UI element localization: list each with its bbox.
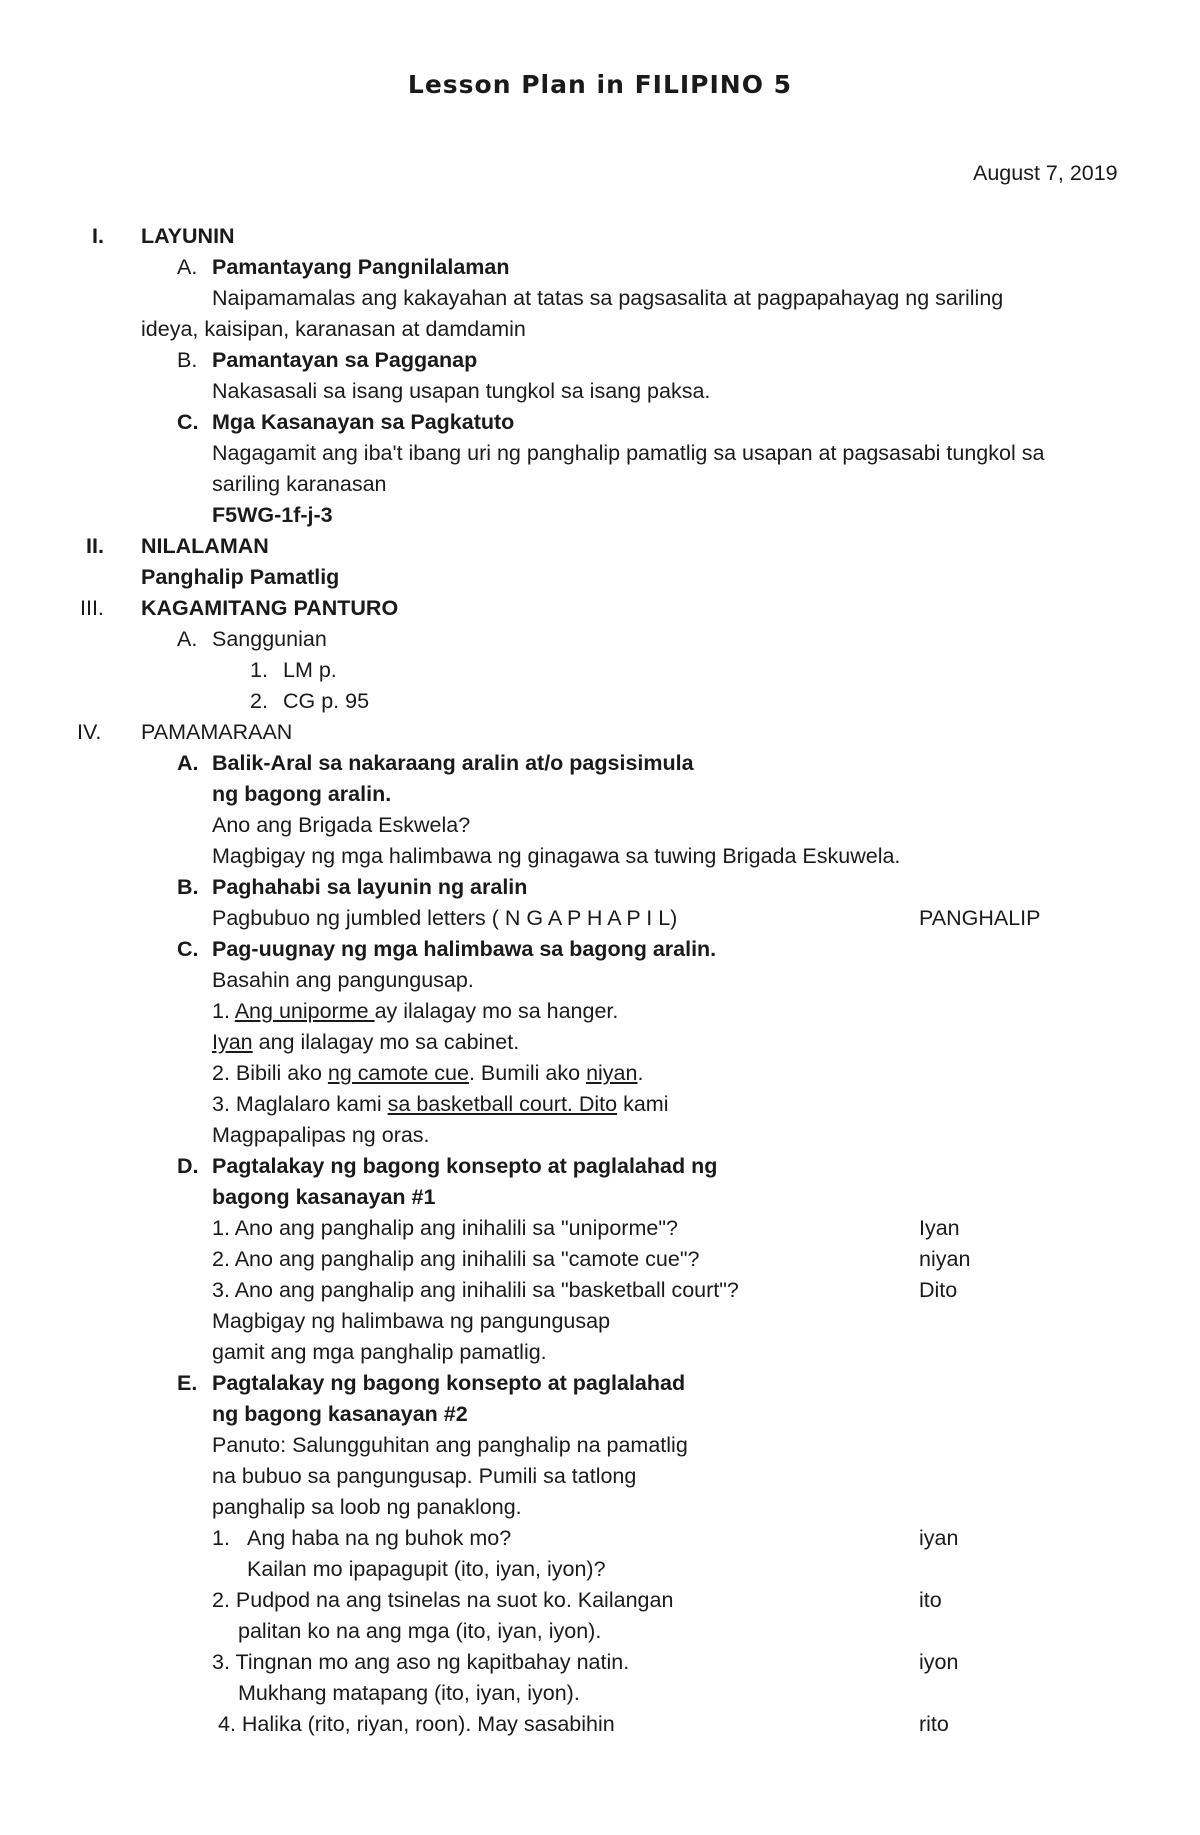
answer-text: rito (919, 1712, 949, 1736)
section-iii-heading: KAGAMITANG PANTURO (141, 596, 399, 620)
item-d-letter: D. (177, 1154, 199, 1178)
question-line: Mukhang matapang (ito, iyan, iyon). (238, 1681, 580, 1705)
kasanayan-title: Mga Kasanayan sa Pagkatuto (212, 410, 515, 434)
document-title: Lesson Plan in FILIPINO 5 (407, 70, 793, 99)
pag-uugnay-title: Pag-uugnay ng mga halimbawa sa bagong aralin. (212, 937, 717, 961)
paragraph-line: sariling karanasan (212, 472, 387, 496)
section-ii-heading: NILALAMAN (141, 534, 269, 558)
reference-item: LM p. (283, 658, 337, 682)
sentence-text: ay ilalagay mo sa hanger. (374, 999, 619, 1023)
sentence-text: 3. Maglalaro kami (212, 1092, 388, 1116)
list-number: 1. (212, 1526, 230, 1550)
paragraph-line: Naipamamalas ang kakayahan at tatas sa pagsasalita at pagpapahayag ng sariling (212, 286, 1004, 310)
document-date: August 7, 2019 (973, 161, 1118, 185)
underlined-text: Ang uniporme (234, 999, 375, 1023)
sentence-text: 2. Bibili ako (212, 1061, 328, 1085)
question-line: 3. Tingnan mo ang aso ng kapitbahay natin. (212, 1650, 630, 1674)
pamantayang-pangnilalaman-title: Pamantayang Pangnilalaman (212, 255, 510, 279)
item-a-letter: A. (177, 627, 198, 651)
paragraph-line: panghalip sa loob ng panaklong. (212, 1495, 522, 1519)
answer-text: iyan (919, 1526, 959, 1550)
item-b-letter: B. (177, 875, 199, 899)
list-number: 1. (250, 658, 268, 682)
item-e-letter: E. (177, 1371, 198, 1395)
item-c-letter: C. (177, 937, 199, 961)
sentence-text: kami (617, 1092, 669, 1116)
pagtalakay-1-title: bagong kasanayan #1 (212, 1185, 436, 1209)
section-iv-heading: PAMAMARAAN (141, 720, 293, 744)
paragraph-line: Nagagamit ang iba't ibang uri ng panghalip pamatlig sa usapan at pagsasabi tungkol sa (212, 441, 1045, 465)
balik-aral-title: Balik-Aral sa nakaraang aralin at/o pagsisimula (212, 751, 694, 775)
answer-text: Dito (919, 1278, 958, 1302)
question-line: 2. Ano ang panghalip ang inihalili sa "camote cue"? (212, 1247, 700, 1271)
section-i-number: I. (92, 224, 104, 248)
balik-aral-title: ng bagong aralin. (212, 782, 392, 806)
paragraph-line: na bubuo sa pangungusap. Pumili sa tatlong (212, 1464, 637, 1488)
answer-text: Iyan (919, 1216, 960, 1240)
sentence-text: 1. (212, 999, 235, 1023)
item-a-letter: A. (177, 255, 198, 279)
paragraph-line: Magbigay ng mga halimbawa ng ginagawa sa tuwing Brigada Eskuwela. (212, 844, 901, 868)
item-b-letter: B. (177, 348, 198, 372)
paghahabi-title: Paghahabi sa layunin ng aralin (212, 875, 528, 899)
section-ii-number: II. (86, 534, 104, 558)
question-line: 2. Pudpod na ang tsinelas na suot ko. Kailangan (212, 1588, 674, 1612)
paragraph-line: Magbigay ng halimbawa ng pangungusap (212, 1309, 611, 1333)
underlined-text: ng camote cue (327, 1061, 469, 1085)
question-line: 4. Halika (rito, riyan, roon). May sasabihin (218, 1712, 615, 1736)
underlined-text: Iyan (212, 1030, 253, 1054)
paragraph-line: Magpapalipas ng oras. (212, 1123, 430, 1147)
paragraph-line: gamit ang mga panghalip pamatlig. (212, 1340, 547, 1364)
item-c-letter: C. (177, 410, 199, 434)
pagtalakay-1-title: Pagtalakay ng bagong konsepto at paglalahad ng (212, 1154, 718, 1178)
example-sentence (212, 1060, 643, 1086)
competency-code: F5WG-1f-j-3 (212, 503, 333, 527)
sentence-text: . Bumili ako (468, 1061, 587, 1085)
question-line: 1. Ano ang panghalip ang inihalili sa "uniporme"? (212, 1216, 678, 1240)
paragraph-line: Nakasasali sa isang usapan tungkol sa isang paksa. (212, 379, 711, 403)
example-sentence (212, 1091, 668, 1117)
sanggunian-label: Sanggunian (212, 627, 327, 651)
question-line: 3. Ano ang panghalip ang inihalili sa "basketball court"? (212, 1278, 739, 1302)
paragraph-line: Ano ang Brigada Eskwela? (212, 813, 471, 837)
section-iv-number: IV. (77, 720, 102, 744)
pamantayan-sa-pagganap-title: Pamantayan sa Pagganap (212, 348, 478, 372)
question-line: palitan ko na ang mga (ito, iyan, iyon). (238, 1619, 602, 1643)
paragraph-line: ideya, kaisipan, karanasan at damdamin (141, 317, 526, 341)
question-line: Kailan mo ipapagupit (ito, iyan, iyon)? (247, 1557, 606, 1581)
item-a-letter: A. (177, 751, 199, 775)
sentence-text: ang ilalagay mo sa cabinet. (252, 1030, 520, 1054)
question-line: Ang haba na ng buhok mo? (247, 1526, 512, 1550)
pagtalakay-2-title: ng bagong kasanayan #2 (212, 1402, 468, 1426)
paragraph-line: Panuto: Salungguhitan ang panghalip na pamatlig (212, 1433, 688, 1457)
section-iii-number: III. (80, 596, 104, 620)
sentence-text: . (637, 1061, 644, 1085)
topic-label: Panghalip Pamatlig (141, 565, 340, 589)
answer-text: ito (919, 1588, 942, 1612)
section-i-heading: LAYUNIN (141, 224, 235, 248)
answer-text: iyon (919, 1650, 959, 1674)
paragraph-line: Basahin ang pangungusap. (212, 968, 474, 992)
example-sentence (212, 1029, 519, 1055)
pagtalakay-2-title: Pagtalakay ng bagong konsepto at paglalahad (212, 1371, 686, 1395)
example-sentence (212, 998, 618, 1024)
underlined-text: niyan (586, 1061, 638, 1085)
reference-item: CG p. 95 (283, 689, 370, 713)
list-number: 2. (250, 689, 268, 713)
answer-text: PANGHALIP (919, 906, 1041, 930)
paragraph-line: Pagbubuo ng jumbled letters ( N G A P H A P I L) (212, 906, 678, 930)
underlined-text: sa basketball court. Dito (387, 1092, 618, 1116)
answer-text: niyan (919, 1247, 971, 1271)
